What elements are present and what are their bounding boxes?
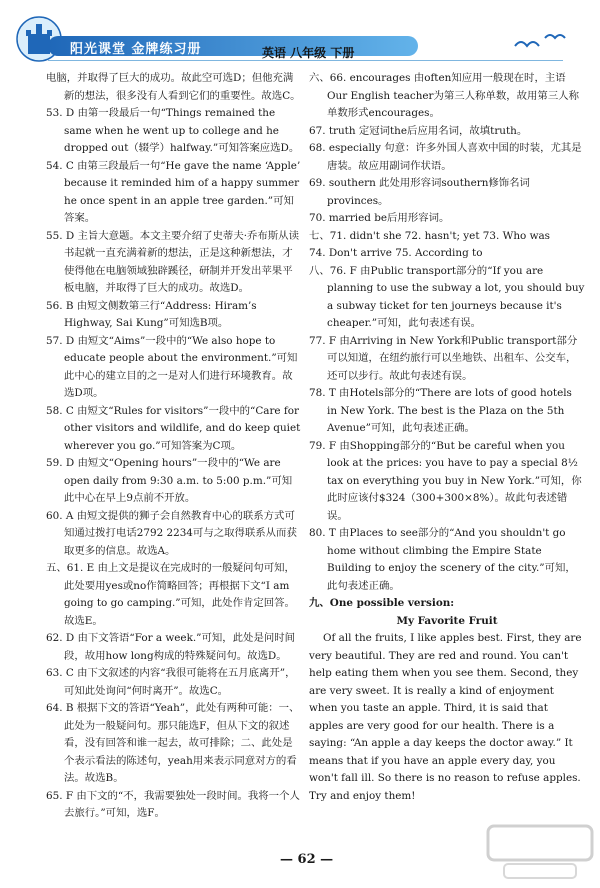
answer-item: 60. A 由短文提供的狮子会自然教育中心的联系方式可知通过拨打电话2792 2234可与之取得联系从而获取更多的信息。故选A。 xyxy=(46,509,297,557)
essay-title: My Favorite Fruit xyxy=(396,614,498,627)
series-title: 阳光课堂 金牌练习册 xyxy=(70,42,202,57)
answer-item: 54. C 由第三段最后一句“He gave the name ‘Apple’ because it reminded him of a happy summer he once spent in an apple tree garden.”可知答案。 xyxy=(46,159,301,224)
page-header xyxy=(0,0,600,70)
watermark-logo-icon xyxy=(484,820,596,884)
answer-item: 57. D 由短文“Aims”一段中的“We also hope to educate people about the environment.”可知此中心的建立目的之一是对人们进行环境教育。故选D项。 xyxy=(46,334,298,399)
answer-item: 68. especially 句意：许多外国人喜欢中国的时装，尤其是唐装。故应用副词作状语。 xyxy=(309,142,582,172)
answer-item: 53. D 由第一段最后一句“Things remained the same when he went up to college and he dropped out（辍学）halfway.”可知答案应选D。 xyxy=(46,107,300,154)
answer-item: 65. F 由下文的“不，我需要独处一段时间。我将一个人去旅行。”可知，选F。 xyxy=(46,789,300,819)
answer-item: 80. T 由Places to see部分的“And you shouldn't go home without climbing the Empire State Building to enjoy the scenery of the city.”可知，此句表述正确。 xyxy=(309,527,576,592)
answer-item: 55. D 主旨大意题。本文主要介绍了史蒂夫·乔布斯从读书起就一直充满着新的想法，正是这种新想法，才使得他在电脑领域独辟蹊径，研制并开发出苹果平板电脑，并取得了巨大的成功。故选D。 xyxy=(46,229,299,294)
birds-icon xyxy=(505,28,575,58)
essay-body: Of all the fruits, I like apples best. First, they are very beautiful. They are red and round. You can't help eating them when you see them. Second, they are very sweet. It is really a kind of enjoyment when you taste an apple. Third, it is said that apples are very good for our health. There is a saying: “An apple a day keeps the doctor away.” It means that if you have an apple every day, you won't fall ill. So there is no reason to refuse apples. Try and enjoy them! xyxy=(309,632,582,802)
answer-item: 59. D 由短文“Opening hours”一段中的“We are open daily from 9:30 a.m. to 5:00 p.m.”可知此中心在早上9点前不开放。 xyxy=(46,457,293,504)
answer-item: 64. B 根据下文的答语“Yeah”，此处有两种可能：一、此处为一般疑问句。那只能选F，但从下文的叙述看，没有回答和谁一起去，故可排除；二、此处是个表示看法的陈述句，yeah用来表示同意对方的看法。故选B。 xyxy=(46,702,300,784)
answer-item: 77. F 由Arriving in New York和Public transport部分可以知道，在纽约旅行可以坐地铁、出租车、公交车，还可以步行。故此句表述有误。 xyxy=(309,334,578,382)
answer-item: 69. southern 此处用形容词southern修饰名词provinces。 xyxy=(309,177,530,207)
answer-item: 五、61. E 由上文是提议在完成时的一般疑问句可知，此处要用yes或no作简略回答；再根据下文“I am going to go camping.”可知，此处作肯定回答。故选E。 xyxy=(46,562,295,627)
right-column xyxy=(309,70,585,805)
answer-item: 79. F 由Shopping部分的“But be careful when you look at the prices: you have to pay a special 8½ tax on everything you buy in New York.”可知，你此时应该付$324（300+300×8%）。故此句表述错误。 xyxy=(309,439,582,522)
answer-item: 56. B 由短文侧数第三行“Address: Hiram’s Highway, Sai Kung”可知选B项。 xyxy=(46,299,257,329)
answer-item: 电脑，并取得了巨大的成功。故此空可选D；但他充满新的想法，很多没有人看到它们的重要性。故选C。 xyxy=(46,72,301,102)
answer-item: 70. married be后用形容词。 xyxy=(309,212,450,224)
answer-item: 七、71. didn't she 72. hasn't; yet 73. Who was xyxy=(309,229,550,242)
answer-item: 63. C 由下文叙述的内容“我很可能将在五月底离开”，可知此处询问“何时离开”。故选C。 xyxy=(46,667,296,697)
answer-item: 62. D 由下文答语“For a week.”可知，此处是问时间段，故用how long构成的特殊疑问句。故选D。 xyxy=(46,632,296,662)
page-number: — 62 — xyxy=(280,852,334,867)
answer-item: 58. C 由短文“Rules for visitors”一段中的“Care for other visitors and wildlife, and do keep quiet wherever you go.”可知答案为C项。 xyxy=(46,404,301,452)
left-column xyxy=(46,70,302,823)
answer-item: 78. T 由Hotels部分的“There are lots of good hotels in New York. The best is the Plaza on the 5th Avenue”可知，此句表述正确。 xyxy=(309,387,572,434)
header-rule xyxy=(48,60,563,61)
answer-item: 67. truth 定冠词the后应用名词，故填truth。 xyxy=(309,124,528,137)
section-heading: 九、One possible version: xyxy=(309,597,455,609)
answer-item: 八、76. F 由Public transport部分的“If you are planning to use the subway a lot, you should buy a subway ticket for ten journeys because it's cheaper.”可知，此句表述有误。 xyxy=(309,264,585,329)
subject-label: 英语 八年级 下册 xyxy=(262,46,355,60)
answer-item: 74. Don't arrive 75. According to xyxy=(309,247,483,259)
answer-item: 六、66. encourages 由often知应用一般现在时，主语Our English teacher为第三人称单数，故用第三人称单数形式encourages。 xyxy=(309,72,579,119)
